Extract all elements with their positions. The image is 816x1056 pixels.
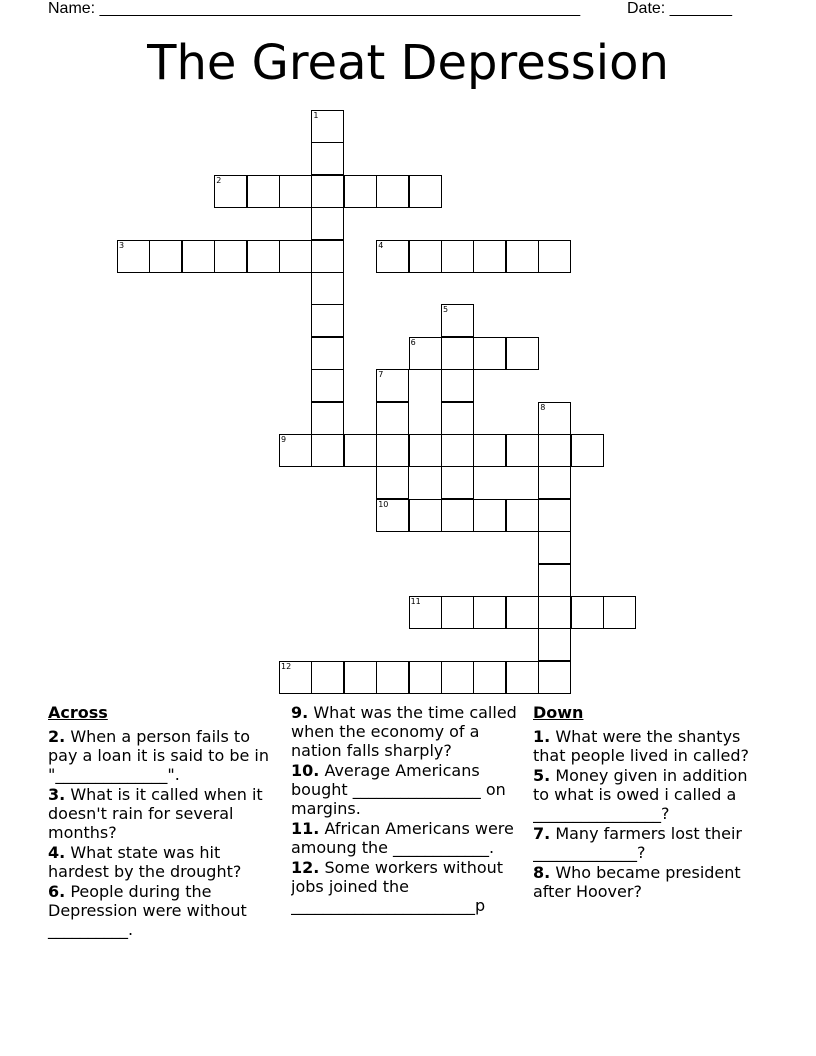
grid-cell[interactable] — [538, 402, 571, 435]
page-title: The Great Depression — [147, 35, 669, 91]
grid-cell[interactable] — [409, 661, 442, 694]
clue-number-label: 2 — [216, 175, 222, 185]
grid-cell[interactable] — [538, 434, 571, 467]
across-clue-9 — [291, 703, 531, 760]
down-clue-5 — [533, 766, 768, 823]
grid-cell[interactable] — [279, 175, 312, 208]
grid-cell[interactable] — [409, 337, 442, 370]
grid-cell[interactable] — [506, 661, 539, 694]
clue-number: 7. — [533, 824, 551, 843]
clue-number-label: 9 — [281, 435, 287, 444]
grid-cell[interactable] — [344, 661, 377, 694]
grid-cell[interactable] — [376, 499, 409, 532]
clue-text: African Americans were amoung the ____________. — [291, 819, 514, 857]
grid-cell[interactable] — [311, 240, 344, 273]
clue-text: When a person fails to pay a loan it is said to be in "______________". — [48, 727, 269, 784]
clue-text: Money given in addition to what is owed i called a ________________? — [533, 766, 748, 823]
grid-cell[interactable] — [311, 661, 344, 694]
clue-number: 3. — [48, 785, 66, 804]
grid-cell[interactable] — [506, 434, 539, 467]
grid-cell[interactable] — [311, 304, 344, 337]
grid-cell[interactable] — [538, 240, 571, 273]
clue-number-label: 7 — [378, 370, 384, 380]
clue-number-label: 1 — [313, 111, 319, 120]
grid-cell[interactable] — [376, 402, 409, 435]
grid-cell[interactable] — [538, 466, 571, 499]
grid-cell[interactable] — [376, 175, 409, 208]
name-field: Name: ______________________________________________________ — [48, 0, 581, 17]
grid-cell[interactable] — [409, 175, 442, 208]
grid-cell[interactable] — [441, 369, 474, 402]
grid-cell[interactable] — [376, 434, 409, 467]
grid-cell[interactable] — [473, 337, 506, 370]
grid-cell[interactable] — [311, 369, 344, 402]
grid-cell[interactable] — [473, 499, 506, 532]
grid-cell[interactable] — [441, 240, 474, 273]
across-clue-3 — [48, 785, 273, 842]
grid-cell[interactable] — [247, 240, 280, 273]
clue-number: 6. — [48, 882, 66, 901]
clue-number: 9. — [291, 703, 309, 722]
grid-cell[interactable] — [473, 434, 506, 467]
clue-text: Who became president after Hoover? — [533, 863, 741, 901]
clue-number-label: 10 — [378, 499, 389, 509]
clue-text: People during the Depression were without __________. — [48, 882, 247, 939]
grid-cell[interactable] — [603, 596, 636, 629]
grid-cell[interactable] — [506, 499, 539, 532]
clue-number: 8. — [533, 863, 551, 882]
grid-cell[interactable] — [473, 596, 506, 629]
clue-number: 12. — [291, 858, 320, 877]
clue-number: 10. — [291, 761, 320, 780]
grid-cell[interactable] — [311, 175, 344, 208]
clue-number-label: 3 — [119, 240, 125, 250]
down-clue-8 — [533, 863, 768, 901]
clue-text: What is it called when it doesn't rain for several months? — [48, 785, 263, 842]
grid-cell[interactable] — [376, 240, 409, 273]
grid-cell[interactable] — [279, 434, 312, 467]
grid-cell[interactable] — [409, 240, 442, 273]
clue-number-label: 4 — [378, 240, 384, 250]
clue-number-label: 11 — [410, 597, 421, 606]
date-field: Date: _______ — [627, 0, 732, 17]
grid-cell[interactable] — [376, 661, 409, 694]
grid-cell[interactable] — [506, 240, 539, 273]
down-clue-1 — [533, 727, 768, 765]
grid-cell[interactable] — [538, 499, 571, 532]
grid-cell[interactable] — [441, 304, 474, 337]
across-clue-10 — [291, 761, 531, 818]
grid-cell[interactable] — [538, 628, 571, 661]
clue-number: 5. — [533, 766, 551, 785]
grid-cell[interactable] — [149, 240, 182, 273]
grid-cell[interactable] — [538, 564, 571, 597]
grid-cell[interactable] — [279, 661, 312, 694]
grid-cell[interactable] — [247, 175, 280, 208]
clues-column-3 — [533, 703, 768, 902]
grid-cell[interactable] — [538, 531, 571, 564]
clue-text: What was the time called when the economy of a nation falls sharply? — [291, 703, 517, 760]
grid-cell[interactable] — [441, 499, 474, 532]
clue-text: Many farmers lost their _____________? — [533, 824, 742, 862]
grid-cell[interactable] — [571, 596, 604, 629]
across-clue-2 — [48, 727, 273, 784]
grid-cell[interactable] — [311, 207, 344, 240]
grid-cell[interactable] — [441, 337, 474, 370]
grid-cell[interactable] — [409, 434, 442, 467]
across-clue-6 — [48, 882, 273, 939]
clues-column-2 — [291, 703, 531, 916]
grid-cell[interactable] — [538, 596, 571, 629]
grid-cell[interactable] — [311, 272, 344, 305]
clue-number: 4. — [48, 843, 66, 862]
grid-cell[interactable] — [571, 434, 604, 467]
clue-number-label: 8 — [540, 402, 546, 412]
grid-cell[interactable] — [117, 240, 150, 273]
grid-cell[interactable] — [506, 596, 539, 629]
grid-cell[interactable] — [441, 466, 474, 499]
grid-cell[interactable] — [376, 466, 409, 499]
down-heading: Down — [533, 703, 584, 722]
grid-cell[interactable] — [311, 434, 344, 467]
across-heading: Across — [48, 703, 108, 722]
grid-cell[interactable] — [344, 434, 377, 467]
grid-cell[interactable] — [409, 499, 442, 532]
grid-cell[interactable] — [279, 240, 312, 273]
across-clue-12 — [291, 858, 531, 915]
grid-cell[interactable] — [441, 596, 474, 629]
grid-cell[interactable] — [311, 337, 344, 370]
grid-cell[interactable] — [376, 369, 409, 402]
across-clue-4 — [48, 843, 273, 881]
grid-cell[interactable] — [311, 402, 344, 435]
clue-number-label: 6 — [410, 337, 416, 347]
grid-cell[interactable] — [441, 434, 474, 467]
clue-text: Average Americans bought ________________ on margins. — [291, 761, 506, 818]
grid-cell[interactable] — [344, 175, 377, 208]
clue-text: What were the shantys that people lived in called? — [533, 727, 749, 765]
grid-cell[interactable] — [214, 240, 247, 273]
down-clue-7 — [533, 824, 768, 862]
clue-text: What state was hit hardest by the drought? — [48, 843, 242, 881]
grid-cell[interactable] — [538, 661, 571, 694]
grid-cell[interactable] — [409, 596, 442, 629]
clue-number-label: 5 — [443, 305, 449, 315]
grid-cell[interactable] — [441, 661, 474, 694]
grid-cell[interactable] — [506, 337, 539, 370]
clue-number-label: 12 — [281, 661, 292, 671]
grid-cell[interactable] — [441, 402, 474, 435]
clue-number: 2. — [48, 727, 66, 746]
clue-text: Some workers without jobs joined the _______________________p — [291, 858, 504, 915]
grid-cell[interactable] — [214, 175, 247, 208]
grid-cell[interactable] — [473, 661, 506, 694]
clue-number: 1. — [533, 727, 551, 746]
grid-cell[interactable] — [473, 240, 506, 273]
clues-column-1 — [48, 703, 273, 940]
grid-cell[interactable] — [182, 240, 215, 273]
grid-cell[interactable] — [311, 110, 344, 143]
across-clue-11 — [291, 819, 531, 857]
clue-number: 11. — [291, 819, 320, 838]
grid-cell[interactable] — [311, 142, 344, 175]
